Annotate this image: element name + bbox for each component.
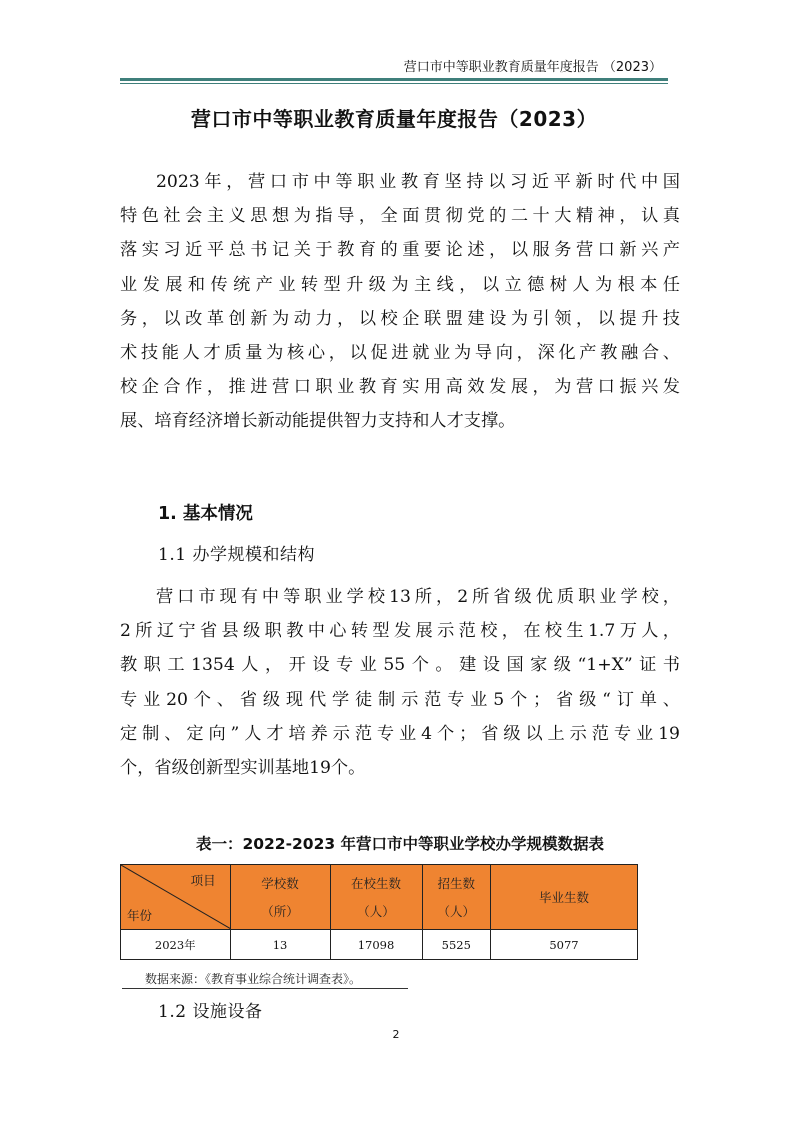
cell-students: 17098 [330, 930, 422, 960]
cell-enrollment: 5525 [422, 930, 490, 960]
paragraph-line: 2023年，营口市中等职业教育坚持以习近平新时代中国 [156, 172, 680, 192]
diagonal-header-cell [121, 865, 231, 930]
header-label: 学校数 [261, 876, 299, 891]
scale-paragraph [120, 580, 680, 785]
cell-graduates: 5077 [491, 930, 638, 960]
table-source-note: 数据来源：《教育事业综合统计调查表》。 [145, 972, 362, 986]
paragraph-line: 专业20个、省级现代学徒制示范专业5个；省级“订单、 [120, 689, 680, 710]
section-heading-basic-info: 1. 基本情况 [158, 504, 253, 524]
paragraph-line: 术技能人才质量为核心，以促进就业为导向，深化产教融合、 [120, 342, 680, 363]
intro-paragraph [120, 165, 680, 439]
source-underline [122, 988, 408, 989]
table-caption: 表一：2022-2023 年营口市中等职业学校办学规模数据表 [195, 835, 605, 853]
paragraph-line: 业发展和传统产业转型升级为主线，以立德树人为根本任 [120, 274, 680, 295]
paragraph-line: 校企合作，推进营口职业教育实用高效发展，为营口振兴发 [120, 377, 680, 398]
document-title: 营口市中等职业教育质量年度报告（2023） [190, 107, 598, 131]
paragraph-line: 落实习近平总书记关于教育的重要论述，以服务营口新兴产 [120, 240, 680, 261]
page-number: 2 [392, 1028, 400, 1041]
corner-label-year: 年份 [127, 908, 153, 923]
paragraph-line: 定制、定向”人才培养示范专业4个；省级以上示范专业19 [120, 723, 680, 744]
header-enrollment [422, 865, 490, 930]
paragraph-line: 务，以改革创新为动力，以校企联盟建设为引领，以提升技 [120, 308, 680, 329]
header-label: 毕业生数 [539, 890, 590, 905]
paragraph-line: 教职工1354人，开设专业55个。建设国家级“1+X”证书 [120, 655, 680, 676]
cell-schools: 13 [230, 930, 330, 960]
paragraph-line: 个，省级创新型实训基地19个。 [120, 757, 366, 778]
header-students [330, 865, 422, 930]
header-schools [230, 865, 330, 930]
header-label: 在校生数 [351, 876, 402, 891]
header-unit: （所） [261, 904, 299, 919]
running-header [120, 52, 668, 74]
paragraph-line: 展、培育经济增长新动能提供智力支持和人才支撑。 [120, 411, 516, 432]
paragraph-line: 2所辽宁省县级职教中心转型发展示范校，在校生1.7万人， [120, 621, 680, 642]
paragraph-line: 营口市现有中等职业学校13所，2所省级优质职业学校， [156, 587, 680, 607]
header-rule-thick [120, 78, 668, 81]
subsection-heading-facilities: 1.2 设施设备 [158, 1002, 263, 1022]
table-header-row [121, 865, 638, 930]
header-unit: （人） [437, 904, 476, 919]
scale-data-table [120, 864, 638, 960]
corner-label-item: 项目 [190, 873, 216, 888]
header-graduates [491, 865, 638, 930]
header-unit: （人） [357, 904, 395, 919]
header-rule-thin [120, 83, 668, 84]
subsection-heading-scale: 1.1 办学规模和结构 [158, 545, 315, 565]
header-label: 招生数 [437, 876, 476, 891]
running-header-text: 营口市中等职业教育质量年度报告 （2023） [403, 60, 662, 75]
cell-year: 2023年 [121, 930, 231, 960]
table-row [121, 930, 638, 960]
paragraph-line: 特色社会主义思想为指导，全面贯彻党的二十大精神，认真 [120, 206, 680, 227]
